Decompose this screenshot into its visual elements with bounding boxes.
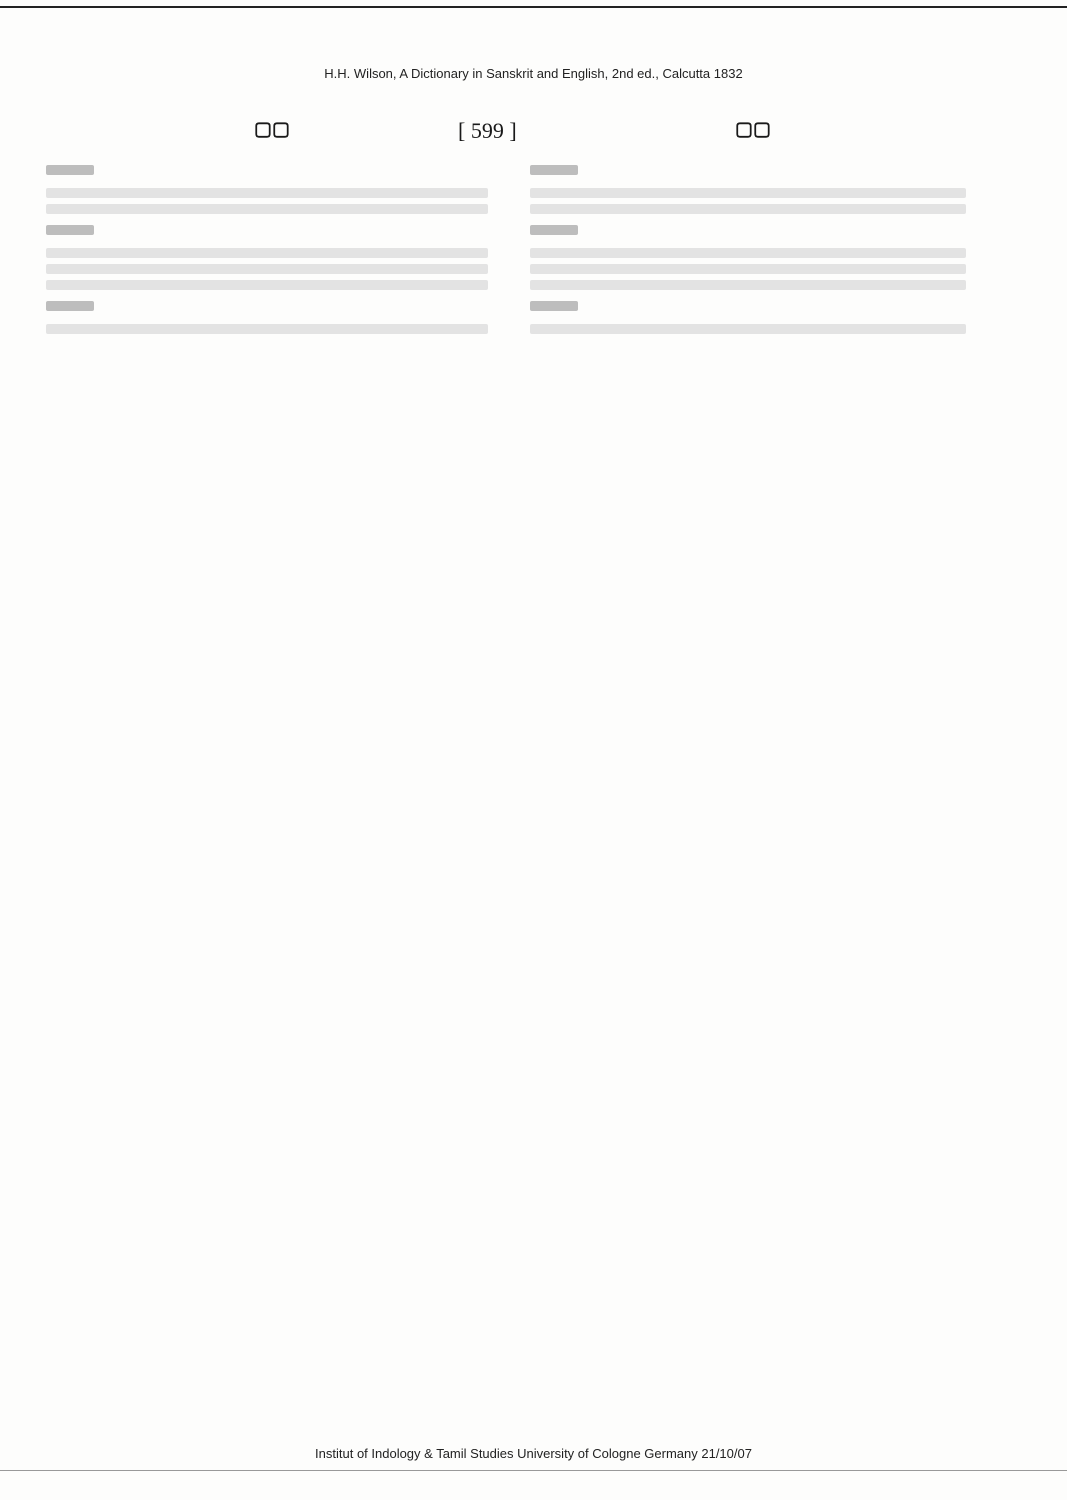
footer-credit: Institut of Indology & Tamil Studies University of Cologne Germany 21/10/07 (315, 1446, 752, 1461)
text-line (46, 204, 488, 214)
text-line (530, 324, 966, 334)
headword-placeholder (46, 165, 94, 175)
text-line (46, 280, 488, 290)
text-line (530, 188, 966, 198)
text-line (530, 248, 966, 258)
headword-placeholder (530, 165, 578, 175)
dictionary-entry (46, 160, 488, 214)
dictionary-entry (46, 296, 488, 334)
top-rule (0, 6, 1067, 8)
dictionary-entry (46, 220, 488, 290)
dictionary-entry (530, 160, 966, 214)
text-line (46, 324, 488, 334)
dictionary-entry (530, 296, 966, 334)
right-running-head: ▢▢ (735, 119, 771, 140)
text-line (530, 204, 966, 214)
text-line (46, 264, 488, 274)
right-column (530, 160, 966, 340)
text-line (530, 264, 966, 274)
headword-placeholder (46, 301, 94, 311)
source-line: H.H. Wilson, A Dictionary in Sanskrit and English, 2nd ed., Calcutta 1832 (324, 66, 743, 81)
page-number: [ 599 ] (458, 118, 517, 143)
headword-placeholder (530, 301, 578, 311)
dictionary-entry (530, 220, 966, 290)
headword-placeholder (530, 225, 578, 235)
text-line (530, 280, 966, 290)
footer-rule (0, 1470, 1067, 1471)
left-running-head: ▢▢ (254, 119, 290, 140)
text-line (46, 248, 488, 258)
text-line (46, 188, 488, 198)
headword-placeholder (46, 225, 94, 235)
left-column (46, 160, 488, 340)
